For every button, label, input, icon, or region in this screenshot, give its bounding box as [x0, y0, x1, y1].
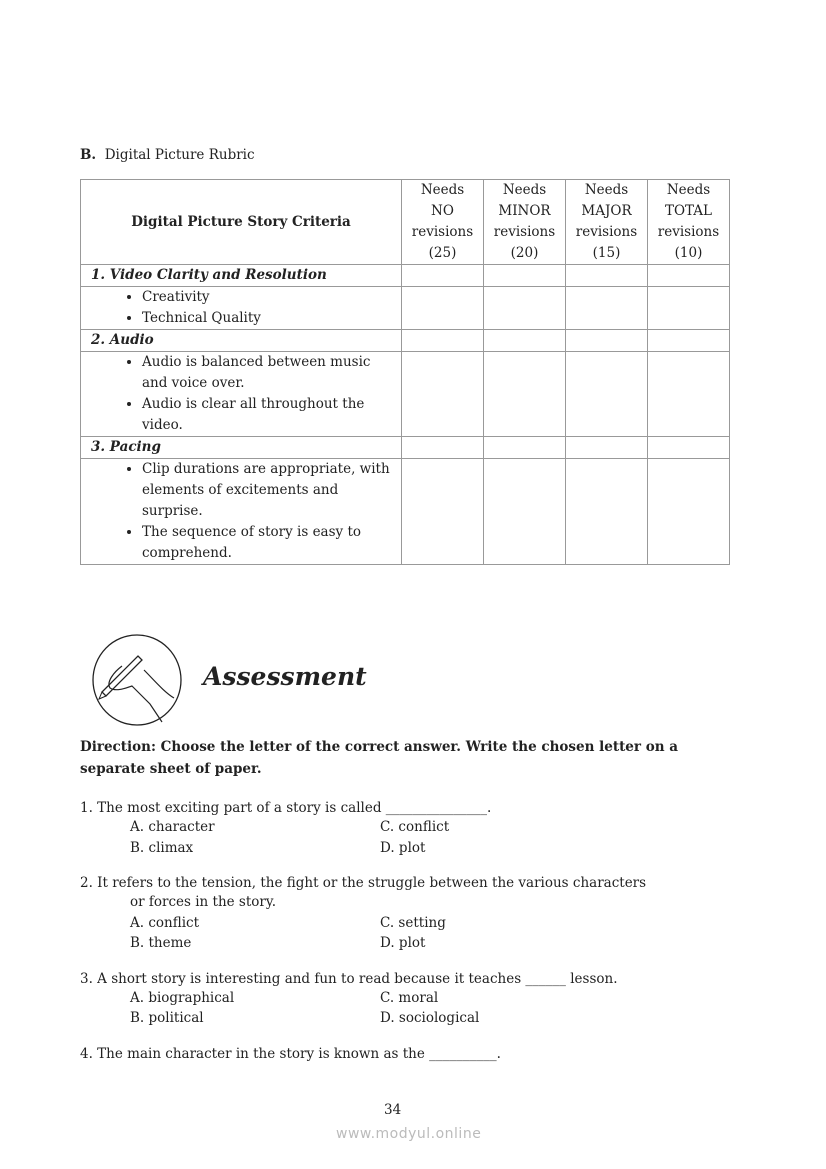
question-3: 3. A short story is interesting and fun to read because it teaches ______ lesson.	[80, 971, 618, 987]
watermark: www.modyul.online	[336, 1126, 482, 1142]
option: C. setting	[380, 915, 446, 931]
direction-text: Direction: Choose the letter of the correct answer. Write the chosen letter on a separate sheet of paper.	[80, 739, 678, 777]
section-row: 3. Pacing	[81, 437, 402, 459]
col-header: Needs MAJOR revisions (15)	[566, 180, 648, 265]
criterion: • Audio is clear all throughout the video.	[142, 394, 397, 436]
question-4: 4. The main character in the story is known as the __________.	[80, 1046, 501, 1062]
col-header: Needs NO revisions (25)	[402, 180, 484, 265]
criterion: • Technical Quality	[142, 308, 397, 329]
option: D. plot	[380, 935, 426, 951]
section-row: 1. Video Clarity and Resolution	[81, 265, 402, 287]
question-2-continuation: or forces in the story.	[130, 894, 276, 910]
option: D. plot	[380, 840, 426, 856]
option: B. theme	[130, 935, 192, 951]
col-header: Needs MINOR revisions (20)	[484, 180, 566, 265]
criterion: • Audio is balanced between music and voice over.	[142, 352, 397, 394]
section-title: B. Digital Picture Rubric	[80, 147, 255, 163]
section-row: 2. Audio	[81, 330, 402, 352]
option: D. sociological	[380, 1010, 480, 1026]
criteria-header: Digital Picture Story Criteria	[81, 180, 402, 265]
option: C. conflict	[380, 819, 450, 835]
option: C. moral	[380, 990, 439, 1006]
option: B. political	[130, 1010, 204, 1026]
hand-writing-icon	[92, 634, 184, 726]
page-number: 34	[384, 1102, 402, 1118]
col-header: Needs TOTAL revisions (10)	[648, 180, 730, 265]
criterion: • The sequence of story is easy to comprehend.	[142, 522, 397, 564]
rubric-table	[80, 179, 730, 565]
criterion: • Clip durations are appropriate, with elements of excitements and surprise.	[142, 459, 397, 522]
option: B. climax	[130, 840, 194, 856]
assessment-title: Assessment	[203, 662, 367, 691]
option: A. biographical	[130, 990, 235, 1006]
question-2: 2. It refers to the tension, the fight or the struggle between the various characters	[80, 875, 647, 891]
criterion: • Creativity	[142, 287, 397, 308]
question-1: 1. The most exciting part of a story is called _______________.	[80, 800, 492, 816]
option: A. conflict	[130, 915, 200, 931]
option: A. character	[130, 819, 215, 835]
